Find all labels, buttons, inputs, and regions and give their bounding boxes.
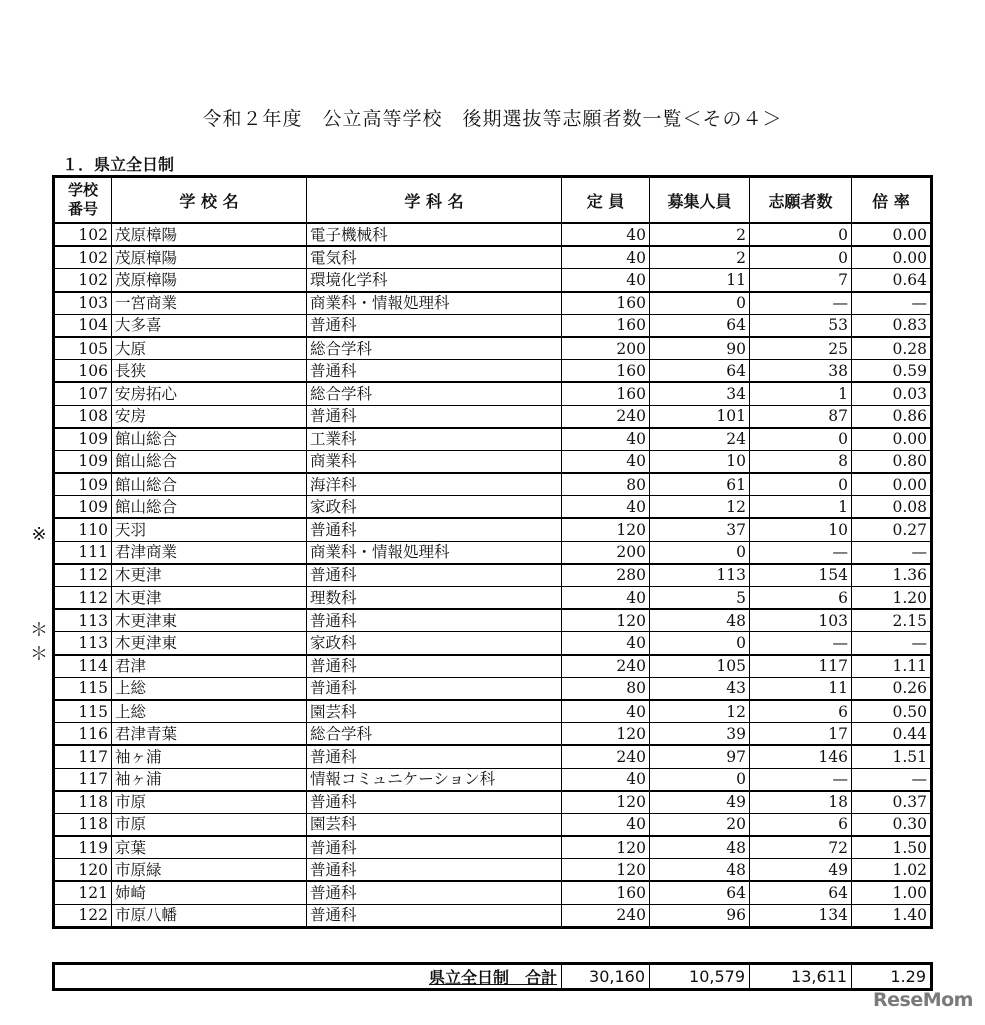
cell-school-no: 105 (54, 337, 112, 360)
cell-department: 環境化学科 (307, 269, 562, 292)
cell-ratio: 1.20 (852, 587, 932, 610)
cell-department: 商業科 (307, 450, 562, 473)
cell-capacity: 40 (562, 700, 650, 723)
cell-recruit: 64 (650, 314, 750, 337)
table-row (54, 292, 932, 315)
cell-recruit: 37 (650, 518, 750, 541)
cell-ratio: 0.83 (852, 314, 932, 337)
header-ratio: 倍 率 (852, 177, 932, 224)
cell-recruit: 48 (650, 609, 750, 632)
table-row (54, 360, 932, 383)
cell-ratio: 1.40 (852, 904, 932, 927)
cell-school-no: 115 (54, 700, 112, 723)
cell-applicants: 134 (750, 904, 852, 927)
cell-department: 普通科 (307, 791, 562, 814)
cell-capacity: 40 (562, 223, 650, 246)
cell-applicants: 146 (750, 745, 852, 768)
cell-school-name: 安房 (112, 405, 307, 428)
cell-department: 商業科・情報処理科 (307, 541, 562, 564)
cell-department: 商業科・情報処理科 (307, 292, 562, 315)
table-row (54, 745, 932, 768)
cell-school-name: 茂原樟陽 (112, 223, 307, 246)
header-department: 学 科 名 (307, 177, 562, 224)
cell-recruit: 101 (650, 405, 750, 428)
cell-recruit: 12 (650, 496, 750, 519)
cell-recruit: 34 (650, 382, 750, 405)
cell-recruit: 2 (650, 223, 750, 246)
section-heading: １．県立全日制 (62, 155, 175, 174)
cell-school-no: 102 (54, 269, 112, 292)
cell-school-name: 君津青葉 (112, 723, 307, 746)
cell-recruit: 5 (650, 587, 750, 610)
cell-recruit: 11 (650, 269, 750, 292)
cell-department: 普通科 (307, 655, 562, 678)
cell-school-no: 118 (54, 813, 112, 836)
cell-school-no: 111 (54, 541, 112, 564)
cell-recruit: 10 (650, 450, 750, 473)
cell-school-no: 102 (54, 223, 112, 246)
table-row (54, 314, 932, 337)
cell-school-name: 館山総合 (112, 450, 307, 473)
cell-ratio: 0.28 (852, 337, 932, 360)
cell-applicants: 10 (750, 518, 852, 541)
table-row (54, 405, 932, 428)
cell-school-no: 102 (54, 246, 112, 269)
cell-applicants: 1 (750, 496, 852, 519)
table-row (54, 496, 932, 519)
table-row (54, 518, 932, 541)
cell-applicants: 154 (750, 564, 852, 587)
cell-school-name: 大原 (112, 337, 307, 360)
table-row (54, 450, 932, 473)
cell-school-name: 市原緑 (112, 859, 307, 882)
cell-school-name: 上総 (112, 700, 307, 723)
cell-capacity: 280 (562, 564, 650, 587)
cell-school-name: 安房拓心 (112, 382, 307, 405)
cell-department: 家政科 (307, 632, 562, 655)
cell-school-name: 大多喜 (112, 314, 307, 337)
cell-recruit: 0 (650, 768, 750, 791)
cell-school-name: 木更津東 (112, 609, 307, 632)
table-row (54, 768, 932, 791)
table-row (54, 655, 932, 678)
cell-school-no: 112 (54, 587, 112, 610)
cell-recruit: 64 (650, 360, 750, 383)
header-school-no (54, 177, 112, 224)
cell-department: 海洋科 (307, 473, 562, 496)
cell-ratio: 0.50 (852, 700, 932, 723)
cell-department: 総合学科 (307, 723, 562, 746)
cell-applicants: 64 (750, 881, 852, 904)
cell-school-no: 119 (54, 836, 112, 859)
cell-department: 園芸科 (307, 813, 562, 836)
cell-recruit: 12 (650, 700, 750, 723)
cell-school-no: 115 (54, 677, 112, 700)
cell-capacity: 40 (562, 269, 650, 292)
cell-ratio: 0.80 (852, 450, 932, 473)
cell-capacity: 40 (562, 768, 650, 791)
cell-capacity: 120 (562, 836, 650, 859)
cell-recruit: 48 (650, 859, 750, 882)
cell-school-name: 君津商業 (112, 541, 307, 564)
cell-department: 園芸科 (307, 700, 562, 723)
cell-applicants: 103 (750, 609, 852, 632)
cell-applicants: 0 (750, 223, 852, 246)
cell-capacity: 240 (562, 745, 650, 768)
cell-school-no: 113 (54, 609, 112, 632)
cell-recruit: 48 (650, 836, 750, 859)
cell-ratio: 0.30 (852, 813, 932, 836)
header-school-no-line1: 学校 (67, 181, 98, 199)
cell-recruit: 64 (650, 881, 750, 904)
table-row (54, 677, 932, 700)
cell-applicants: 38 (750, 360, 852, 383)
cell-school-no: 106 (54, 360, 112, 383)
total-applicants: 13,611 (750, 964, 852, 990)
cell-ratio: 0.27 (852, 518, 932, 541)
cell-applicants: 6 (750, 587, 852, 610)
cell-ratio: 0.00 (852, 246, 932, 269)
table-row (54, 723, 932, 746)
header-school-name: 学 校 名 (112, 177, 307, 224)
cell-capacity: 120 (562, 518, 650, 541)
cell-department: 普通科 (307, 609, 562, 632)
header-recruit: 募集人員 (650, 177, 750, 224)
cell-capacity: 160 (562, 382, 650, 405)
header-applicants: 志願者数 (750, 177, 852, 224)
cell-recruit: 43 (650, 677, 750, 700)
cell-ratio: — (852, 292, 932, 315)
cell-school-name: 木更津 (112, 564, 307, 587)
cell-school-name: 市原 (112, 791, 307, 814)
cell-recruit: 49 (650, 791, 750, 814)
cell-capacity: 160 (562, 881, 650, 904)
cell-ratio: 2.15 (852, 609, 932, 632)
cell-recruit: 61 (650, 473, 750, 496)
cell-school-no: 114 (54, 655, 112, 678)
cell-ratio: 0.86 (852, 405, 932, 428)
cell-recruit: 2 (650, 246, 750, 269)
cell-ratio: 0.26 (852, 677, 932, 700)
cell-recruit: 20 (650, 813, 750, 836)
cell-school-no: 108 (54, 405, 112, 428)
cell-capacity: 40 (562, 428, 650, 451)
cell-school-no: 109 (54, 428, 112, 451)
cell-department: 情報コミュニケーション科 (307, 768, 562, 791)
cell-recruit: 0 (650, 541, 750, 564)
cell-applicants: — (750, 541, 852, 564)
cell-applicants: 8 (750, 450, 852, 473)
cell-department: 家政科 (307, 496, 562, 519)
cell-ratio: 0.44 (852, 723, 932, 746)
cell-school-no: 107 (54, 382, 112, 405)
cell-department: 普通科 (307, 881, 562, 904)
cell-ratio: 0.59 (852, 360, 932, 383)
cell-ratio: 1.36 (852, 564, 932, 587)
applicants-table (52, 175, 933, 929)
cell-ratio: 0.37 (852, 791, 932, 814)
table-body (54, 223, 932, 927)
total-capacity: 30,160 (562, 964, 650, 990)
cell-department: 総合学科 (307, 382, 562, 405)
cell-school-name: 市原 (112, 813, 307, 836)
table-row (54, 223, 932, 246)
cell-applicants: 18 (750, 791, 852, 814)
cell-applicants: — (750, 768, 852, 791)
cell-ratio: 0.00 (852, 473, 932, 496)
table-row (54, 587, 932, 610)
cell-capacity: 200 (562, 541, 650, 564)
cell-capacity: 40 (562, 813, 650, 836)
cell-capacity: 160 (562, 314, 650, 337)
cell-school-name: 一宮商業 (112, 292, 307, 315)
cell-recruit: 0 (650, 292, 750, 315)
cell-applicants: 6 (750, 700, 852, 723)
cell-department: 普通科 (307, 904, 562, 927)
table-row (54, 473, 932, 496)
cell-school-name: 木更津東 (112, 632, 307, 655)
table-row (54, 700, 932, 723)
cell-department: 総合学科 (307, 337, 562, 360)
cell-school-no: 104 (54, 314, 112, 337)
cell-capacity: 40 (562, 632, 650, 655)
cell-school-no: 109 (54, 496, 112, 519)
cell-school-no: 109 (54, 450, 112, 473)
cell-ratio: 0.00 (852, 428, 932, 451)
cell-applicants: 7 (750, 269, 852, 292)
cell-school-name: 君津 (112, 655, 307, 678)
cell-applicants: 87 (750, 405, 852, 428)
cell-department: 普通科 (307, 745, 562, 768)
cell-school-no: 117 (54, 768, 112, 791)
cell-department: 普通科 (307, 564, 562, 587)
cell-school-name: 市原八幡 (112, 904, 307, 927)
cell-school-name: 茂原樟陽 (112, 269, 307, 292)
cell-capacity: 120 (562, 609, 650, 632)
cell-school-name: 館山総合 (112, 496, 307, 519)
table-row (54, 632, 932, 655)
cell-capacity: 40 (562, 496, 650, 519)
cell-school-no: 120 (54, 859, 112, 882)
total-ratio: 1.29 (852, 964, 932, 990)
cell-department: 普通科 (307, 405, 562, 428)
cell-school-name: 長狭 (112, 360, 307, 383)
header-school-no-line2: 番号 (67, 200, 98, 218)
cell-capacity: 120 (562, 723, 650, 746)
cell-ratio: — (852, 632, 932, 655)
cell-department: 理数科 (307, 587, 562, 610)
table-row (54, 428, 932, 451)
reference-mark-icon: ※ (31, 523, 47, 545)
table-row (54, 337, 932, 360)
cell-department: 普通科 (307, 836, 562, 859)
cell-recruit: 90 (650, 337, 750, 360)
cell-applicants: 0 (750, 428, 852, 451)
cell-ratio: 0.64 (852, 269, 932, 292)
cell-department: 普通科 (307, 360, 562, 383)
cell-school-no: 113 (54, 632, 112, 655)
cell-recruit: 96 (650, 904, 750, 927)
asterisk-mark-icon: ＊ (30, 643, 48, 665)
cell-capacity: 40 (562, 246, 650, 269)
cell-applicants: 25 (750, 337, 852, 360)
cell-department: 電子機械科 (307, 223, 562, 246)
total-recruit: 10,579 (650, 964, 750, 990)
cell-school-no: 117 (54, 745, 112, 768)
cell-recruit: 0 (650, 632, 750, 655)
cell-school-name: 天羽 (112, 518, 307, 541)
cell-department: 工業科 (307, 428, 562, 451)
cell-ratio: 1.11 (852, 655, 932, 678)
cell-school-name: 袖ヶ浦 (112, 745, 307, 768)
cell-applicants: — (750, 292, 852, 315)
cell-capacity: 80 (562, 473, 650, 496)
cell-capacity: 120 (562, 859, 650, 882)
cell-school-name: 館山総合 (112, 473, 307, 496)
cell-capacity: 120 (562, 791, 650, 814)
cell-school-no: 112 (54, 564, 112, 587)
cell-department: 電気科 (307, 246, 562, 269)
cell-ratio: — (852, 541, 932, 564)
table-row (54, 269, 932, 292)
cell-ratio: 1.51 (852, 745, 932, 768)
cell-department: 普通科 (307, 677, 562, 700)
cell-applicants: 6 (750, 813, 852, 836)
cell-applicants: 49 (750, 859, 852, 882)
cell-recruit: 105 (650, 655, 750, 678)
cell-school-name: 袖ヶ浦 (112, 768, 307, 791)
cell-school-no: 116 (54, 723, 112, 746)
table-header-row (54, 177, 932, 224)
cell-school-no: 121 (54, 881, 112, 904)
cell-capacity: 40 (562, 587, 650, 610)
cell-applicants: 117 (750, 655, 852, 678)
table-row (54, 564, 932, 587)
cell-department: 普通科 (307, 859, 562, 882)
cell-applicants: 0 (750, 473, 852, 496)
cell-capacity: 160 (562, 360, 650, 383)
cell-ratio: 1.00 (852, 881, 932, 904)
cell-school-no: 118 (54, 791, 112, 814)
total-row (54, 964, 932, 990)
cell-ratio: 1.50 (852, 836, 932, 859)
table-row (54, 382, 932, 405)
cell-capacity: 160 (562, 292, 650, 315)
asterisk-mark-icon: ＊ (30, 620, 48, 642)
cell-school-name: 京葉 (112, 836, 307, 859)
cell-applicants: 1 (750, 382, 852, 405)
cell-ratio: 0.08 (852, 496, 932, 519)
cell-school-name: 木更津 (112, 587, 307, 610)
cell-applicants: 17 (750, 723, 852, 746)
cell-school-no: 103 (54, 292, 112, 315)
cell-ratio: — (852, 768, 932, 791)
cell-school-no: 110 (54, 518, 112, 541)
table-row (54, 904, 932, 927)
cell-capacity: 40 (562, 450, 650, 473)
cell-recruit: 113 (650, 564, 750, 587)
cell-department: 普通科 (307, 314, 562, 337)
cell-applicants: 72 (750, 836, 852, 859)
table-row (54, 246, 932, 269)
cell-school-name: 茂原樟陽 (112, 246, 307, 269)
cell-capacity: 240 (562, 655, 650, 678)
cell-school-no: 122 (54, 904, 112, 927)
cell-applicants: 0 (750, 246, 852, 269)
cell-ratio: 0.03 (852, 382, 932, 405)
cell-capacity: 240 (562, 405, 650, 428)
cell-recruit: 24 (650, 428, 750, 451)
table-row (54, 791, 932, 814)
table-row (54, 813, 932, 836)
table-row (54, 859, 932, 882)
cell-capacity: 240 (562, 904, 650, 927)
header-capacity: 定 員 (562, 177, 650, 224)
cell-recruit: 97 (650, 745, 750, 768)
cell-school-name: 館山総合 (112, 428, 307, 451)
table-row (54, 836, 932, 859)
cell-school-no: 109 (54, 473, 112, 496)
resemom-logo: ReseMom (873, 989, 973, 1011)
cell-department: 普通科 (307, 518, 562, 541)
cell-capacity: 200 (562, 337, 650, 360)
cell-recruit: 39 (650, 723, 750, 746)
cell-school-name: 上総 (112, 677, 307, 700)
total-table (52, 962, 933, 991)
cell-school-name: 姉崎 (112, 881, 307, 904)
document-title: 令和２年度 公立高等学校 後期選抜等志願者数一覧＜その４＞ (202, 108, 783, 130)
table-row (54, 609, 932, 632)
cell-applicants: — (750, 632, 852, 655)
cell-applicants: 11 (750, 677, 852, 700)
cell-applicants: 53 (750, 314, 852, 337)
table-row (54, 881, 932, 904)
total-label: 県立全日制 合計 (428, 968, 557, 987)
cell-ratio: 1.02 (852, 859, 932, 882)
cell-capacity: 80 (562, 677, 650, 700)
table-row (54, 541, 932, 564)
cell-ratio: 0.00 (852, 223, 932, 246)
